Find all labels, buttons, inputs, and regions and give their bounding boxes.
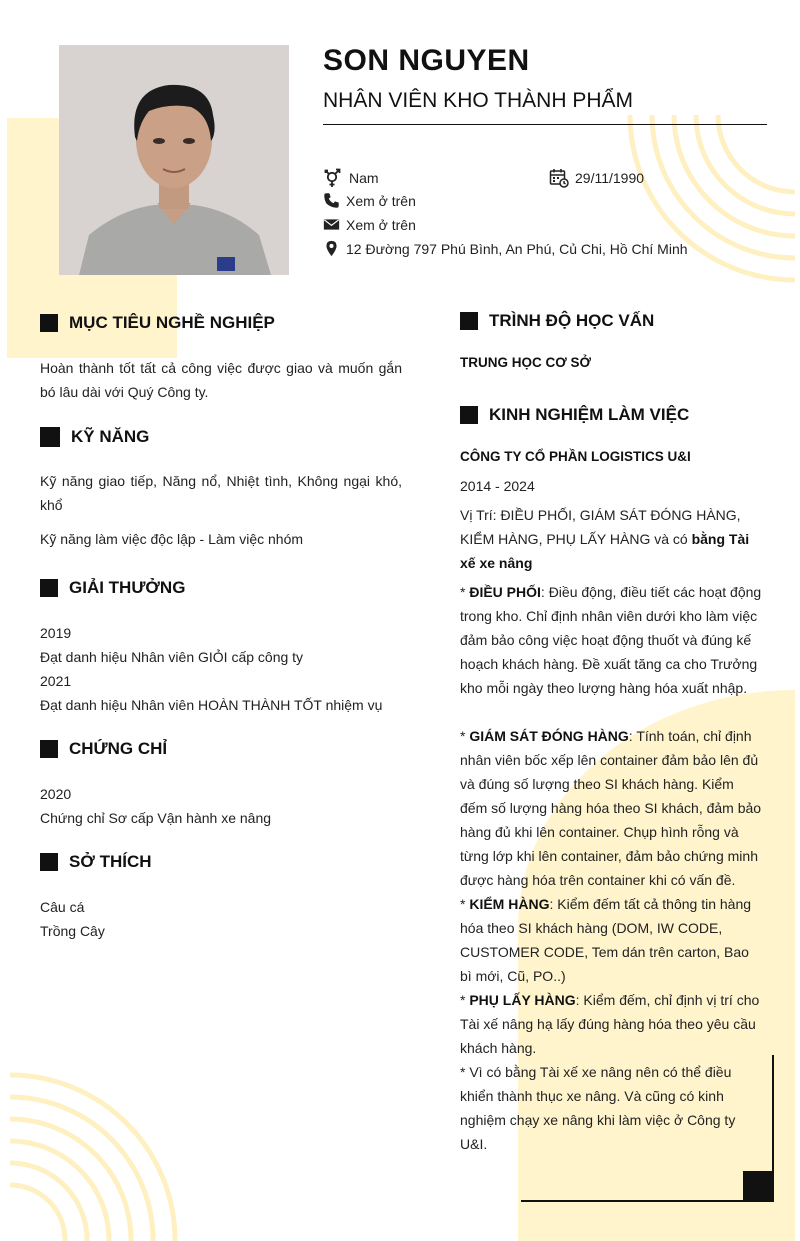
duty-inspection: * KIỂM HÀNG: Kiểm đếm tất cả thông tin hàng hóa theo SI khách hàng (DOM, IW CODE, CUSTOMER CODE, Tem dán trên carton, Bao bì mới, Cũ, PO..) [460,896,752,984]
heading-square-icon [40,427,60,447]
job-title: NHÂN VIÊN KHO THÀNH PHẨM [323,89,633,112]
heading-square-icon [40,579,58,597]
award-year: 2019 [40,625,72,641]
certificate-year: 2020 [40,786,72,802]
duty-loading-supervision: * GIÁM SÁT ĐÓNG HÀNG: Tính toán, chỉ định nhân viên bốc xếp lên container đảm bảo lên đủ và đúng số lượng theo SI khách hàng. Kiểm đếm số lượng hàng hóa theo SI khách, đảm bảo hàng đủ khi lên container. Chụp hình rỗng và từng lớp khi lên container, đảm bảo chứng minh được hàng hóa trên container khi có vấn đề. [460,728,762,888]
phone-icon [323,192,340,209]
title-divider [323,124,767,125]
company-name: CÔNG TY CỔ PHẦN LOGISTICS U&I [460,449,691,464]
section-heading-experience: KINH NGHIỆM LÀM VIỆC [460,405,689,425]
duty-picking-support: * PHỤ LẤY HÀNG: Kiểm đếm, chỉ định vị trí cho Tài xế nâng hạ lấy đúng hàng hóa theo yêu cầu khách hàng. [460,992,760,1056]
heading-square-icon [40,853,58,871]
section-heading-objective: MỤC TIÊU NGHỀ NGHIỆP [40,313,275,333]
info-birthdate [549,168,644,188]
profile-photo [59,45,289,275]
calendar-icon [549,168,569,188]
hobby-item: Trồng Cây [40,923,105,939]
heading-square-icon [460,406,478,424]
info-gender [323,168,379,188]
section-heading-certificates: CHỨNG CHỈ [40,739,167,759]
hobby-item: Câu cá [40,899,85,915]
skill-item: Kỹ năng giao tiếp, Năng nổ, Nhiệt tình, Không ngại khó, khổ [40,473,402,513]
section-heading-hobbies: SỞ THÍCH [40,852,152,872]
gender-icon [323,168,343,188]
info-email [323,216,416,233]
location-pin-icon [323,240,340,257]
birthdate-value: 29/11/1990 [575,170,645,186]
award-text: Đạt danh hiệu Nhân viên GIỎI cấp công ty [40,649,304,665]
award-year: 2021 [40,673,72,689]
info-address [323,240,688,257]
email-value: Xem ở trên [346,216,416,233]
position-text: Vị Trí: ĐIỀU PHỐI, GIÁM SÁT ĐÓNG HÀNG, KIỂM HÀNG, PHỤ LẤY HÀNG và có bằng Tài xế xe nâng [460,507,750,571]
experience-note: * Vì có bằng Tài xế xe nâng nên có thể điều khiển thành thục xe nâng. Và cũng có kinh nghiệm chạy xe nâng khi làm việc ở Công ty U&I. [460,1064,736,1152]
info-phone [323,192,416,209]
employment-period: 2014 - 2024 [460,478,535,494]
section-heading-awards: GIẢI THƯỞNG [40,578,185,598]
award-text: Đạt danh hiệu Nhân viên HOÀN THÀNH TỐT nhiệm vụ [40,697,383,713]
objective-text: Hoàn thành tốt tất cả công việc được giao và muốn gắn bó lâu dài với Quý Công ty. [40,360,402,400]
certificate-text: Chứng chỉ Sơ cấp Vận hành xe nâng [40,810,272,826]
person-avatar-icon [59,45,289,275]
section-heading-skills: KỸ NĂNG [40,427,149,447]
heading-square-icon [40,314,58,332]
section-heading-education: TRÌNH ĐỘ HỌC VẤN [460,311,654,331]
phone-value: Xem ở trên [346,192,416,209]
mail-icon [323,216,340,233]
candidate-name: SON NGUYEN [323,44,530,77]
duty-dispatch: * ĐIỀU PHỐI: Điều động, điều tiết các hoạt động trong kho. Chỉ định nhân viên dưới kho làm việc đảm bảo công việc hoạt động thuốt và đúng kế hoạch khách hàng. Đề xuất tăng ca cho Trưởng kho mỗi ngày theo lượng hàng hóa xuất nhập. [460,584,762,696]
skill-item: Kỹ năng làm việc độc lập - Làm việc nhóm [40,531,304,547]
gender-value: Nam [349,170,379,186]
heading-square-icon [40,740,58,758]
address-value: 12 Đường 797 Phú Bình, An Phú, Củ Chi, Hồ Chí Minh [346,240,688,257]
education-level: TRUNG HỌC CƠ SỞ [460,355,592,370]
heading-square-icon [460,312,478,330]
